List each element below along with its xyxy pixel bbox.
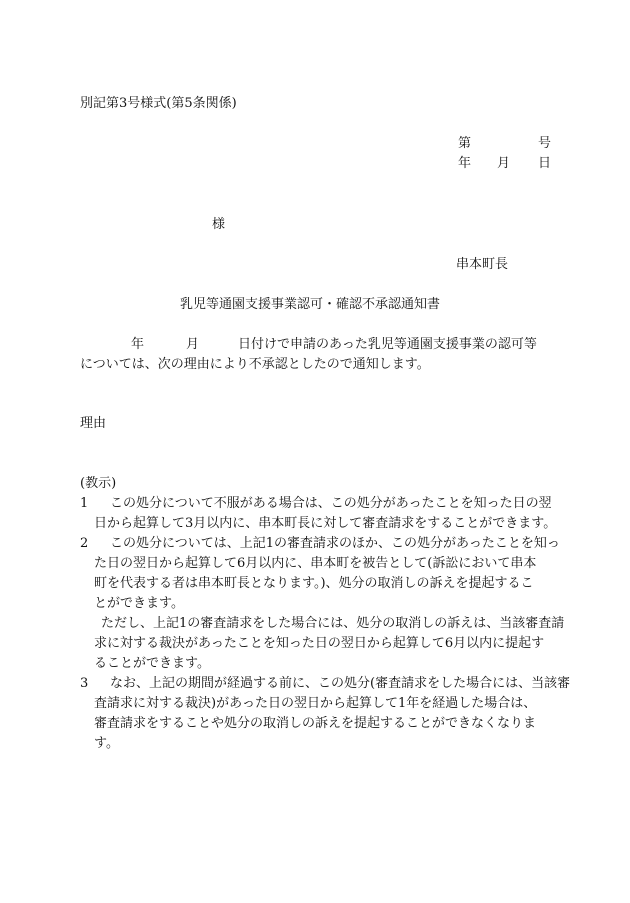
item-3-line-3: 審査請求をすることや処分の取消しの訴えを提起することができなくなりま — [94, 716, 537, 731]
document-title: 乳児等通園支援事業認可・確認不承認通知書 — [180, 297, 441, 312]
date-year: 年 — [458, 156, 472, 171]
instruction-header: (教示) — [80, 476, 117, 491]
issuer: 串本町長 — [456, 257, 509, 272]
intro-line-2: については、次の理由により不承認としたので通知します。 — [80, 357, 430, 372]
number-go: 号 — [538, 136, 552, 151]
addressee-suffix: 様 — [212, 217, 226, 232]
reason-label: 理由 — [80, 416, 107, 431]
number-dai: 第 — [458, 136, 472, 151]
intro-text-1: 日付けで申請のあった乳児等通園支援事業の認可等 — [238, 337, 537, 352]
item-2-number: 2 — [80, 536, 89, 551]
date-month: 月 — [497, 156, 511, 171]
proviso-line-3: ることができます。 — [94, 656, 210, 671]
item-2-line-2: た日の翌日から起算して6月以内に、串本町を被告として(訴訟において串本 — [94, 556, 537, 571]
item-2-line-1: この処分については、上記1の審査請求のほか、この処分があったことを知っ — [110, 536, 560, 551]
item-3-line-4: す。 — [94, 736, 119, 751]
proviso-line-2: 求に対する裁決があったことを知った日の翌日から起算して6月以内に提起す — [94, 636, 545, 651]
item-1-line-2: 日から起算して3月以内に、串本町長に対して審査請求をすることができます。 — [94, 516, 557, 531]
form-label: 別記第3号様式(第5条関係) — [80, 96, 237, 111]
item-2-line-4: とができます。 — [94, 596, 184, 611]
proviso-line-1: ただし、上記1の審査請求をした場合には、処分の取消しの訴えは、当該審査請 — [101, 616, 565, 631]
item-3-number: 3 — [80, 676, 89, 691]
item-2-line-3: 町を代表する者は串本町長となります。)、処分の取消しの訴えを提起するこ — [94, 576, 534, 591]
date-line — [0, 157, 630, 173]
item-3-line-1: なお、上記の期間が経過する前に、この処分(審査請求をした場合には、当該審 — [110, 676, 571, 691]
item-3-line-2: 査請求に対する裁決)があった日の翌日から起算して1年を経過した場合は、 — [94, 696, 537, 711]
item-1-line-1: この処分について不服がある場合は、この処分があったことを知った日の翌 — [110, 496, 552, 511]
number-line — [0, 137, 630, 153]
date-day: 日 — [538, 156, 552, 171]
intro-month: 月 — [186, 337, 200, 352]
item-1-number: 1 — [80, 496, 89, 511]
intro-year: 年 — [131, 337, 145, 352]
intro-line-1 — [0, 338, 630, 354]
